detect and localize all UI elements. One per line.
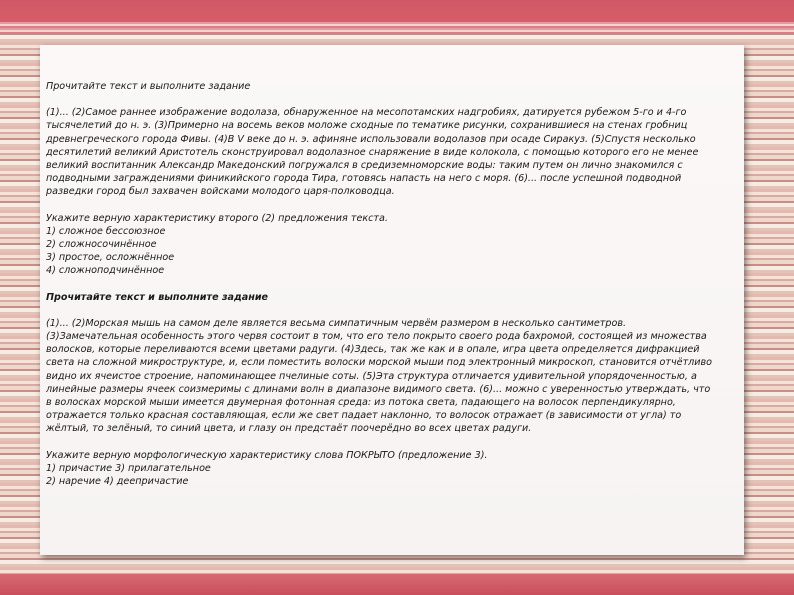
task2-option-2: 2) наречие 4) деепричастие: [46, 476, 189, 488]
slide-card: [40, 45, 744, 555]
task2-option-1: 1) причастие 3) прилагательное: [46, 462, 211, 474]
task1-option-2: 2) сложносочинённое: [46, 239, 157, 251]
task1-question: Укажите верную характеристику второго (2) предложения текста.: [46, 212, 388, 224]
slide-content: [46, 80, 718, 501]
task1-text: (1)... (2)Самое раннее изображение водолаза, обнаруженное на месопотамских надгробиях, датируется рубежом 5-го и 4-го тысячелетий до н. э. (3)Примерно на восемь веков моложе сходные по тематике рисунки, сохранившиеся на стенах гробниц древнегреческого города Фивы. (4)В V веке до н. э. афиняне использовали водолазов при осаде Сиракуз. (5)Спустя несколько десятилетий великий Аристотель сконструировал водолазное снаряжение в виде колокола, с помощью которого его не менее великий воспитанник Александр Македонский погружался в средиземноморские воды: таким путем он лично знакомился с подводными заграждениями финикийского города Тира, готовясь напасть на него с моря. (6)... после успешной подводной разведки город был захвачен войсками молодого царя-полководца.: [46, 107, 699, 198]
task2-text: (1)... (2)Морская мышь на самом деле является весьма симпатичным червём размером в несколько сантиметров. (3)Замечательная особенность этого червя состоит в том, что его тело покрыто своего рода бахромой, состоящей из множества волосков, которые переливаются всеми цветами радуги. (4)Здесь, так же как и в опале, игра цвета определяется дифракцией света на сложной микроструктуре, и, если поместить волоски морской мыши под электронный микроскоп, становится отчётливо видно их ячеистое строение, напоминающее пчелиные соты. (5)Эта структура отличается удивительной упорядоченностью, а линейные размеры ячеек соизмеримы с длинами волн в диапазоне видимого света. (6)... можно с уверенностью утверждать, что в волосках морской мыши имеется двумерная фотонная среда: из потока света, падающего на волосок перпендикулярно, отражается только красная составляющая, если же свет падает наклонно, то волосок отражает (в зависимости от угла) то жёлтый, то зелёный, то синий цвета, и глазу он предстаёт поочерёдно во всех цветах радуги.: [46, 317, 713, 435]
background-bottom-band: [0, 574, 794, 595]
task2-question: Укажите верную морфологическую характеристику слова ПОКРЫТО (предложение 3).: [46, 449, 488, 461]
task2-question-block: [46, 449, 718, 489]
task1-question-block: [46, 212, 718, 278]
task1-heading: Прочитайте текст и выполните задание: [46, 81, 251, 92]
background-top-stripes: [0, 22, 794, 34]
task2-heading: Прочитайте текст и выполните задание: [46, 291, 269, 303]
task1-option-4: 4) сложноподчинённое: [46, 265, 165, 277]
task1-option-1: 1) сложное бессоюзное: [46, 225, 166, 237]
task1-option-3: 3) простое, осложнённое: [46, 252, 175, 264]
background-top-band: [0, 0, 794, 22]
